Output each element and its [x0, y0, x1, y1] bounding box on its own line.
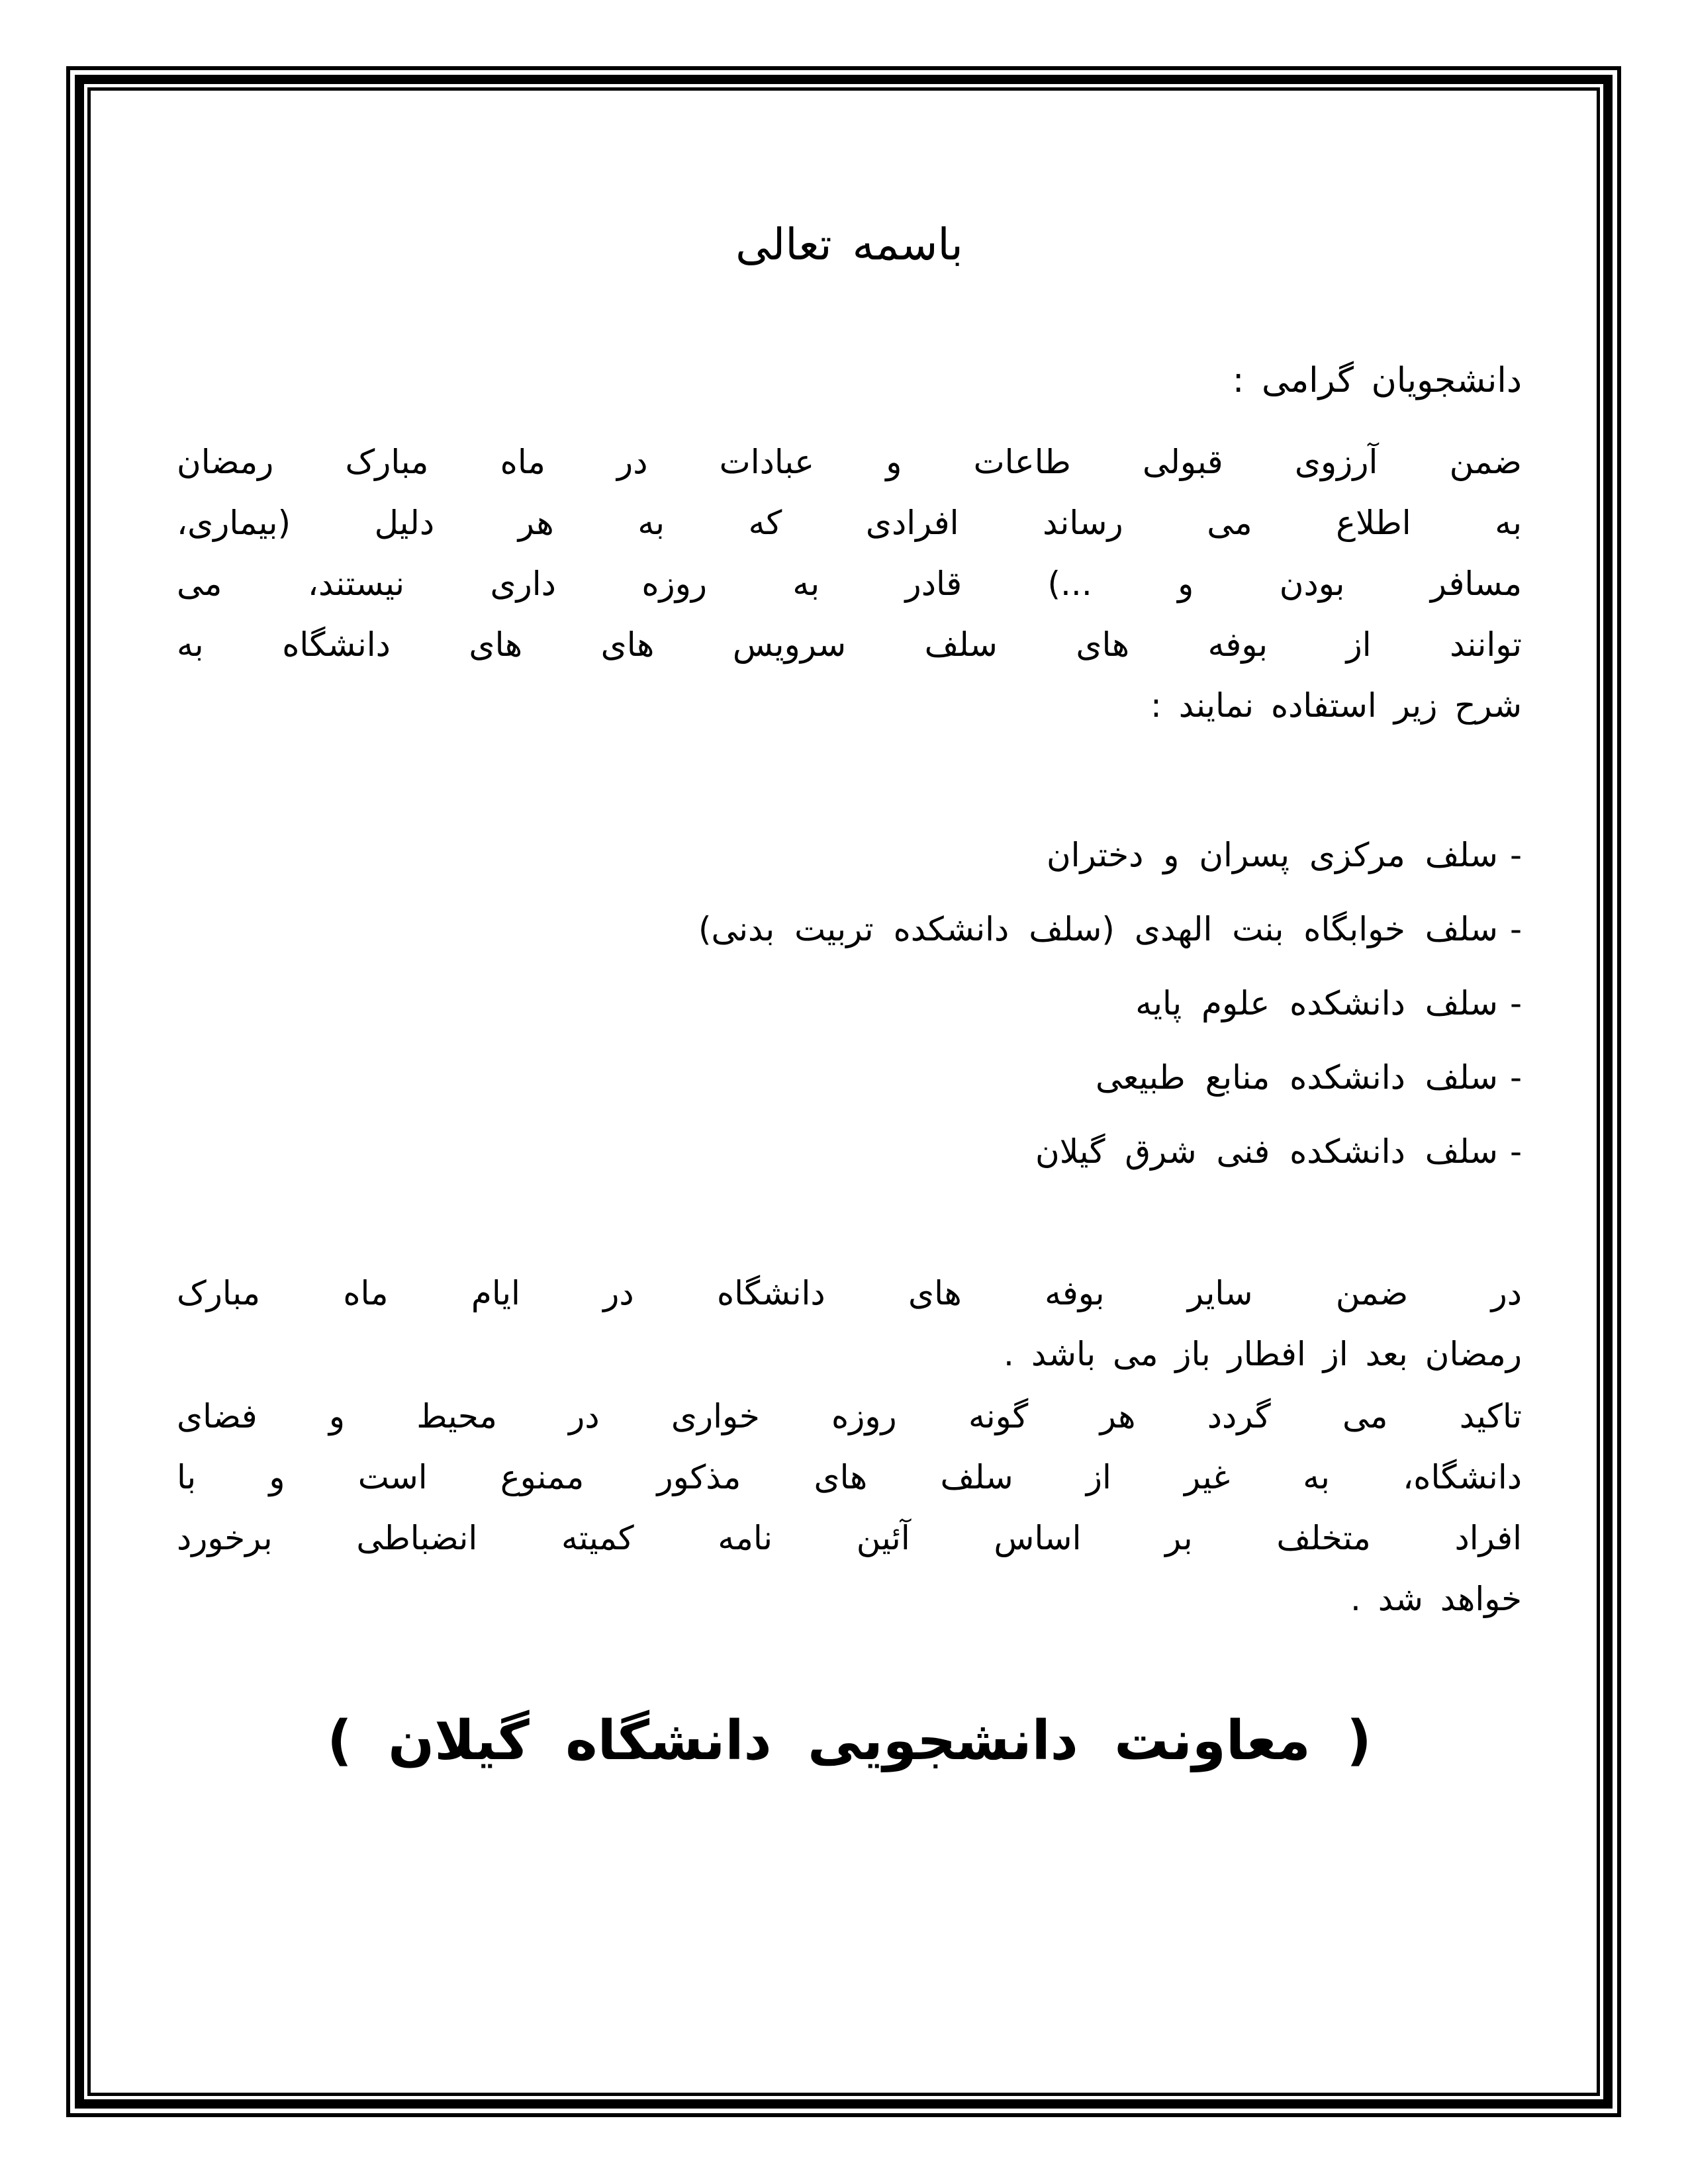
paragraph-line: ضمن آرزوی قبولی طاعات و عبادات در ماه مبارک رمضان — [177, 443, 1522, 481]
decorative-border-outer — [66, 66, 1621, 2117]
list-item-label: سلف دانشکده علوم پایه — [1135, 984, 1498, 1023]
list-item-label: سلف خوابگاه بنت الهدی (سلف دانشکده تربیت بدنی) — [698, 910, 1498, 948]
paragraph-line: خواهد شد . — [1350, 1580, 1522, 1618]
bullet-dash: - — [1509, 1132, 1522, 1171]
greeting-line: دانشجویان گرامی : — [1232, 361, 1522, 400]
bullet-dash: - — [1509, 836, 1522, 874]
list-item — [177, 1115, 1522, 1189]
list-item-label: سلف دانشکده فنی شرق گیلان — [1035, 1132, 1498, 1171]
warning-paragraph — [177, 1386, 1522, 1629]
paragraph-line: دانشگاه، به غیر از سلف های مذکور ممنوع است و با — [177, 1458, 1522, 1496]
paragraph-line: رمضان بعد از افطار باز می باشد . — [1004, 1335, 1522, 1373]
intro-paragraph — [177, 432, 1522, 736]
bullet-dash: - — [1509, 910, 1522, 948]
list-item — [177, 966, 1522, 1040]
bullet-dash: - — [1509, 984, 1522, 1023]
decorative-border-inner — [87, 87, 1600, 2096]
signature-line: ( معاونت دانشجویی دانشگاه گیلان ) — [327, 1709, 1372, 1772]
paragraph-line: در ضمن سایر بوفه های دانشگاه در ایام ماه مبارک — [177, 1274, 1522, 1312]
list-item — [177, 1040, 1522, 1115]
paragraph-line: شرح زیر استفاده نمایند : — [1150, 686, 1522, 725]
list-item — [177, 892, 1522, 966]
paragraph-line: توانند از بوفه های سلف سرویس های های دانشگاه به — [177, 625, 1522, 664]
letter-body — [91, 91, 1597, 2093]
paragraph-line: تاکید می گردد هر گونه روزه خواری در محیط و فضای — [177, 1397, 1522, 1435]
document-title: باسمه تعالی — [735, 219, 963, 270]
paragraph-line: مسافر بودن و ...) قادر به روزه داری نیستند، می — [177, 565, 1522, 603]
note-paragraph — [177, 1263, 1522, 1385]
list-item-label: سلف دانشکده منابع طبیعی — [1095, 1058, 1498, 1097]
list-item-label: سلف مرکزی پسران و دختران — [1046, 836, 1498, 874]
paragraph-line: افراد متخلف بر اساس آئین نامه کمیته انضباطی برخورد — [177, 1519, 1522, 1557]
cafeteria-list — [177, 818, 1522, 1189]
decorative-border-middle — [75, 75, 1613, 2109]
bullet-dash: - — [1509, 1058, 1522, 1097]
paragraph-line: به اطلاع می رساند افرادی که به هر دلیل (بیماری، — [177, 504, 1522, 542]
list-item — [177, 818, 1522, 892]
